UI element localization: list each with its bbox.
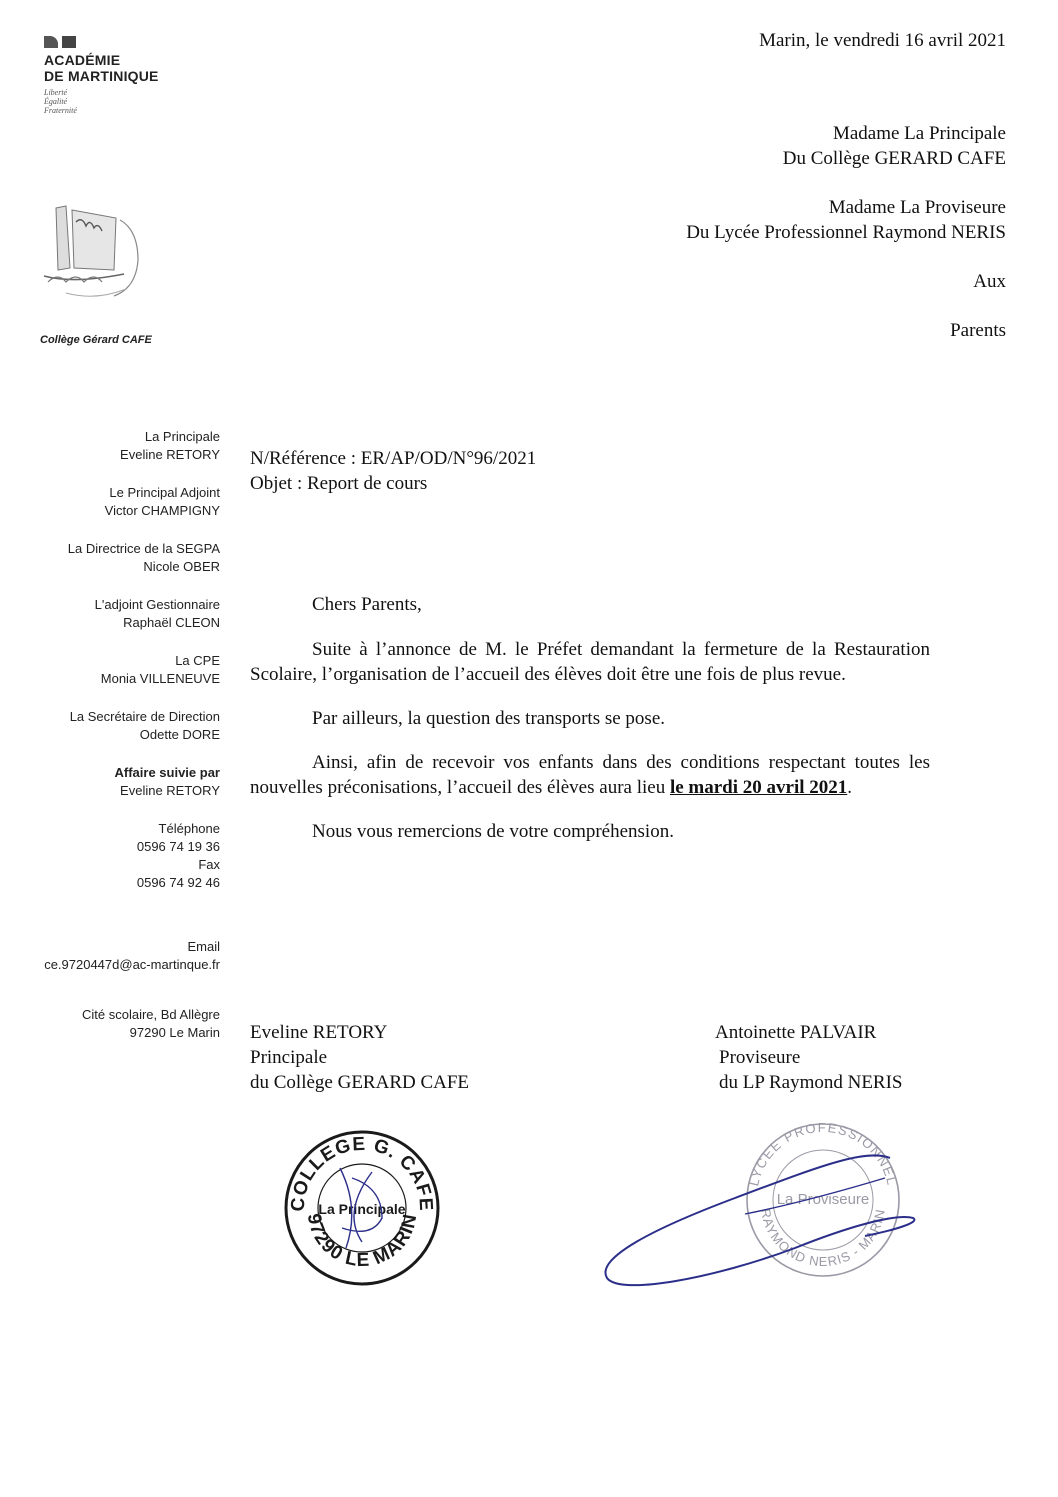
signatory-name: Eveline RETORY (250, 1022, 388, 1043)
recipient-3: Aux (973, 271, 1006, 292)
staff-name: Eveline RETORY (120, 783, 220, 798)
recipient-1-line2: Du Collège GERARD CAFE (782, 148, 1006, 169)
fax-number: 0596 74 92 46 (136, 875, 220, 890)
paragraph-3 (250, 750, 930, 800)
devise (44, 88, 204, 115)
devise-liberte: Liberté (44, 88, 68, 97)
contact-phone-fax (10, 820, 220, 892)
contact-address (10, 1006, 220, 1042)
staff-entry (10, 540, 220, 576)
reference-block (250, 446, 536, 496)
staff-role: La CPE (175, 653, 220, 668)
signatory-name: Antoinette PALVAIR (715, 1022, 877, 1043)
academie-name-line2: DE MARTINIQUE (44, 68, 159, 84)
letter-date: Marin, le vendredi 16 avril 2021 (759, 30, 1006, 51)
staff-name: Raphaël CLEON (123, 615, 220, 630)
svg-text:LYCEE PROFESSIONNEL (746, 1120, 900, 1187)
stamp-right-bottom: RAYMOND NERIS - MARIN (758, 1207, 888, 1270)
staff-role: La Secrétaire de Direction (69, 709, 220, 724)
staff-entry (10, 708, 220, 744)
meeting-date: le mardi 20 avril 2021 (669, 777, 848, 798)
academie-logo (44, 36, 204, 115)
marianne-logo-icon (44, 36, 204, 48)
letter-subject: Objet : Report de cours (250, 473, 428, 494)
signature-left (250, 1020, 469, 1095)
staff-entry (10, 484, 220, 520)
academie-name-line1: ACADÉMIE (44, 52, 121, 68)
staff-role: La Directrice de la SEGPA (67, 541, 220, 556)
staff-name: Victor CHAMPIGNY (104, 503, 220, 518)
signatory-org: du Collège GERARD CAFE (250, 1072, 470, 1093)
address-line1: Cité scolaire, Bd Allègre (81, 1007, 220, 1022)
staff-entry (10, 428, 220, 464)
staff-name: Odette DORE (139, 727, 220, 742)
contact-email (10, 938, 220, 974)
lycee-stamp-icon (595, 1118, 925, 1298)
staff-column (10, 428, 220, 1062)
phone-number: 0596 74 19 36 (136, 839, 220, 854)
stamp-left-bottom: 97290 LE MARIN (302, 1211, 422, 1272)
letter-body (250, 592, 930, 863)
recipient-4: Parents (950, 320, 1006, 341)
college-stamp-icon (282, 1128, 442, 1288)
stamp-right-top: LYCEE PROFESSIONNEL (746, 1119, 900, 1188)
college-logo-icon (36, 198, 156, 308)
phone-label: Téléphone (158, 821, 220, 836)
stamp-left-top: COLLEGE G. CAFE (287, 1133, 437, 1213)
paragraph-3-end: . (847, 777, 853, 798)
recipients-block (686, 121, 1006, 343)
reference-number: N/Référence : ER/AP/OD/N°96/2021 (250, 448, 537, 469)
devise-egalite: Égalité (44, 97, 68, 106)
fax-label: Fax (198, 857, 220, 872)
paragraph-1: Suite à l’annonce de M. le Préfet demandant la fermeture de la Restauration Scolaire, l’organisation de l’accueil des élèves doit être une fois de plus revue. (250, 639, 930, 685)
staff-entry (10, 652, 220, 688)
stamp-right-center: La Proviseure (776, 1191, 870, 1208)
staff-name: Nicole OBER (143, 559, 220, 574)
staff-name: Eveline RETORY (120, 447, 220, 462)
signatory-title: Proviseure (719, 1047, 801, 1068)
signature-right (715, 1020, 903, 1095)
email-label: Email (187, 939, 220, 954)
staff-entry (10, 764, 220, 800)
signatory-title: Principale (250, 1047, 328, 1068)
college-name: Collège Gérard CAFE (40, 334, 152, 346)
staff-role: L'adjoint Gestionnaire (94, 597, 220, 612)
address-line2: 97290 Le Marin (129, 1025, 220, 1040)
recipient-2-line1: Madame La Proviseure (828, 197, 1006, 218)
staff-role: Le Principal Adjoint (109, 485, 220, 500)
staff-entry (10, 596, 220, 632)
paragraph-4: Nous vous remercions de votre compréhension. (312, 821, 674, 842)
paragraph-3-text: Ainsi, afin de recevoir vos enfants dans des conditions respectant toutes les nouvelles préconisations, l’accueil des élèves aura lieu (250, 752, 930, 798)
signatory-org: du LP Raymond NERIS (719, 1072, 903, 1093)
stamp-left-center: La Principale (318, 1201, 406, 1217)
salutation: Chers Parents, (312, 594, 422, 615)
staff-role: Affaire suivie par (114, 765, 220, 780)
staff-role: La Principale (144, 429, 220, 444)
paragraph-2: Par ailleurs, la question des transports se pose. (312, 708, 666, 729)
staff-name: Monia VILLENEUVE (100, 671, 220, 686)
recipient-2-line2: Du Lycée Professionnel Raymond NERIS (686, 222, 1006, 243)
devise-fraternite: Fraternité (44, 106, 77, 115)
email-address: ce.9720447d@ac-martinque.fr (44, 957, 220, 972)
recipient-1-line1: Madame La Principale (832, 123, 1006, 144)
